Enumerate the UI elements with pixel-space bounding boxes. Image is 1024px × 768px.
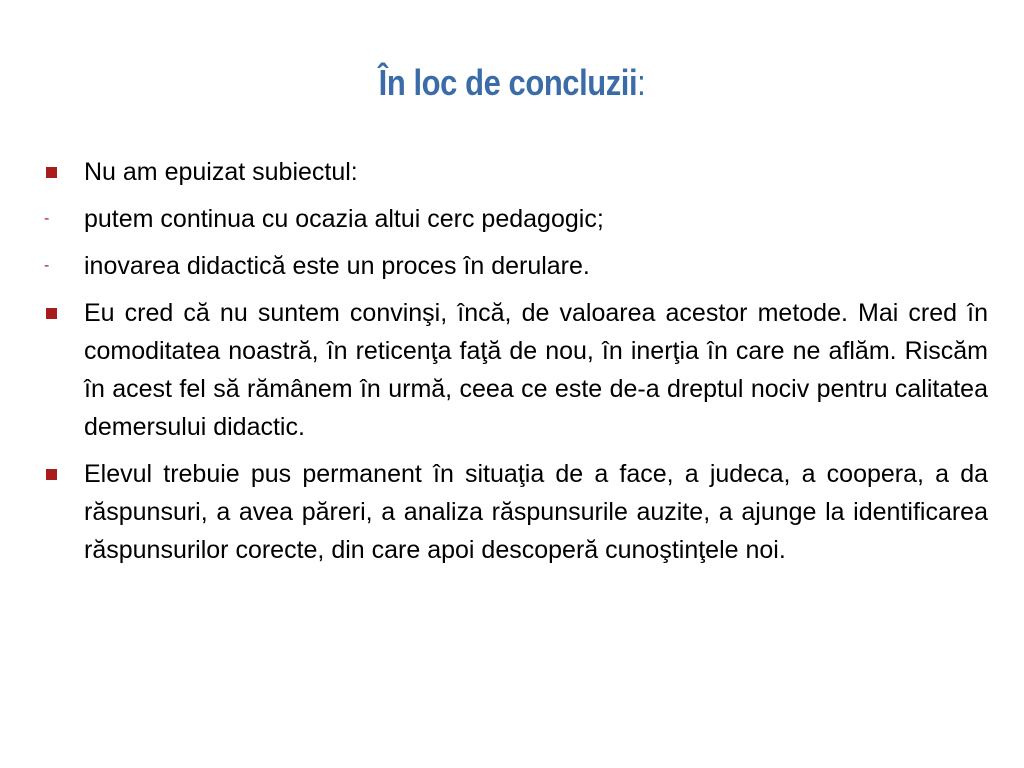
- list-item: [40, 294, 988, 446]
- dash-bullet-icon: -: [44, 210, 50, 227]
- list-item: [40, 200, 988, 238]
- list-item-text: Elevul trebuie pus permanent în situaţia de a face, a judeca, a coopera, a da răspunsuri, a avea păreri, a analiza răspunsurile auzite, a ajunge la identificarea răspunsurilor corecte, din care apoi descoperă cunoştinţele noi.: [84, 460, 988, 564]
- slide-title-text: În loc de concluzii: [378, 62, 638, 103]
- square-bullet-icon: [46, 167, 57, 178]
- list-item: [40, 153, 988, 191]
- dash-bullet-icon: -: [44, 257, 50, 274]
- list-item: [40, 247, 988, 285]
- list-item-text: Nu am epuizat subiectul:: [84, 158, 358, 186]
- square-bullet-icon: [46, 308, 57, 319]
- slide-title: [72, 58, 953, 108]
- list-item-text: inovarea didactică este un proces în derulare.: [84, 252, 590, 280]
- list-item-text: putem continua cu ocazia altui cerc pedagogic;: [84, 205, 604, 233]
- list-item-text: Eu cred că nu suntem convinşi, încă, de valoarea acestor metode. Mai cred în comoditatea noastră, în reticenţa faţă de nou, în inerţia în care ne aflăm. Riscăm în acest fel să rămânem în urmă, ceea ce este de-a dreptul nociv pentru calitatea demersului didactic.: [84, 299, 988, 441]
- square-bullet-icon: [46, 469, 57, 480]
- list-item: [40, 455, 988, 569]
- slide-title-colon: :: [637, 62, 646, 103]
- bullet-list: [40, 153, 988, 578]
